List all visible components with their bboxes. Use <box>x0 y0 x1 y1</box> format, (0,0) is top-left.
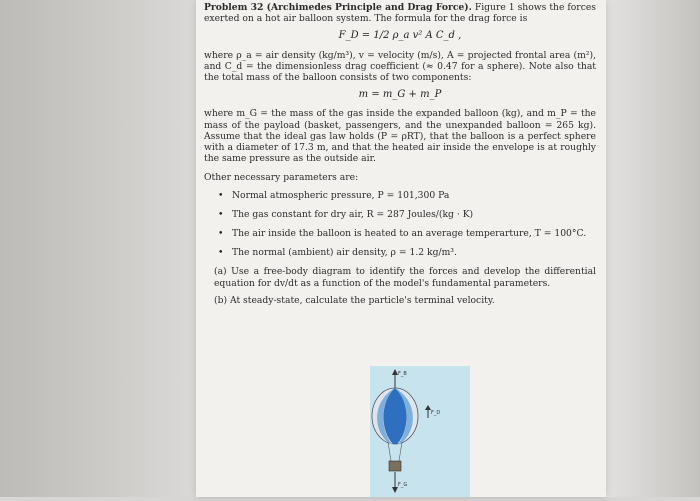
label-fd: F_D <box>431 410 441 416</box>
label-fb: F_B <box>398 371 407 377</box>
param-gas-constant: • The gas constant for dry air, R = 287 Joules/(kg · K) <box>232 209 596 220</box>
param-density: • The normal (ambient) air density, ρ = 1.2 kg/m³. <box>232 247 596 258</box>
problem-text <box>204 2 596 306</box>
rope-left <box>388 442 391 461</box>
balloon-figure <box>370 366 470 497</box>
mass-equation: m = m_G + m_P <box>358 89 442 101</box>
param-temperature: • The air inside the balloon is heated to an average temperarture, T = 100°C. <box>232 228 596 239</box>
other-params-heading: Other necessary parameters are: <box>204 172 359 184</box>
rope-right <box>399 442 402 461</box>
where-paragraph: where ρ_a = air density (kg/m³), v = velocity (m/s), A = projected frontal area (m²), and C_d = the dimensionless drag coefficient (≈ 0.47 for a sphere). Note also that the total mass of the balloon consists of two components: <box>204 49 596 84</box>
mass-paragraph: where m_G = the mass of the gas inside the expanded balloon (kg), and m_P = the mass of the payload (basket, passengers, and the unexpanded balloon = 265 kg). Assume that the ideal gas law holds (P = ρRT), that the balloon is a perfect sphere with a diameter of 17.3 m, and that the heated air inside the envelope is at roughly the same pressure as the outside air. <box>204 108 596 165</box>
background-left <box>0 0 200 497</box>
drag-equation: F_D = 1/2 ρ_a v² A C_d , <box>338 30 462 42</box>
balloon-diagram <box>370 366 470 497</box>
part-b: (b) At steady-state, calculate the particle's terminal velocity. <box>214 294 495 306</box>
intro-text: Figure 1 shows the forces exerted on a hot air balloon system. The formula for the drag force is <box>204 2 596 25</box>
label-fg: F_G <box>398 482 408 488</box>
param-pressure: • Normal atmospheric pressure, P = 101,300 Pa <box>232 190 596 201</box>
part-a: (a) Use a free-body diagram to identify the forces and develop the differential equation for dv/dt as a function of the model's fundamental parameters. <box>214 266 596 289</box>
parameter-list <box>204 190 596 259</box>
problem-intro <box>204 2 596 24</box>
problem-title: Problem 32 (Archimedes Principle and Drag Force). <box>204 2 472 13</box>
background-right <box>590 0 700 497</box>
basket <box>389 461 401 471</box>
